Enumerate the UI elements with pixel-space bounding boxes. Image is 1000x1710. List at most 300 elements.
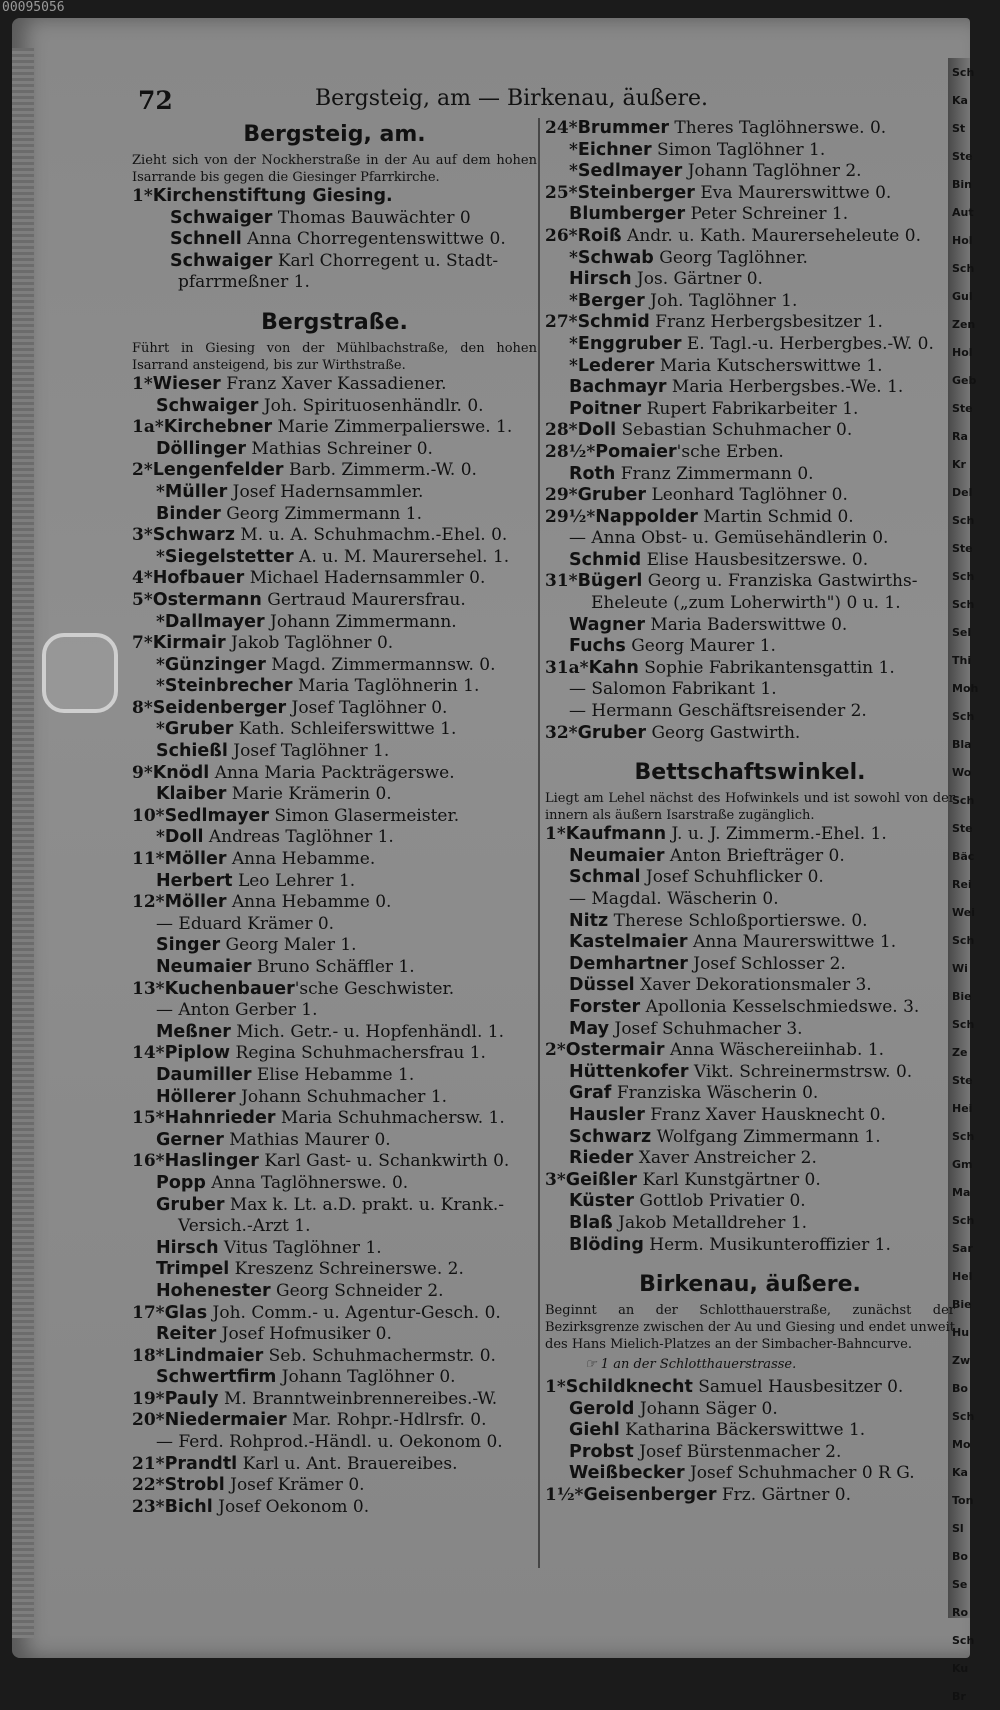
resident-entry <box>132 806 537 828</box>
resident-name: Kahn <box>588 657 639 678</box>
resident-name: Singer <box>156 935 221 956</box>
resident-name: Müller <box>164 481 228 502</box>
book-binding <box>12 48 34 1638</box>
resident-entry <box>132 1065 537 1087</box>
resident-entry <box>545 1105 955 1127</box>
edge-fragment: Wei <box>952 906 975 919</box>
edge-fragment: Hel <box>952 1270 973 1283</box>
resident-name: Schwaiger <box>156 395 259 416</box>
edge-fragment: Bla <box>952 738 972 751</box>
resident-name: Berger <box>577 290 645 311</box>
resident-name: Trimpel <box>156 1259 230 1280</box>
edge-fragment: Hei <box>952 1102 973 1115</box>
edge-fragment: Sch <box>952 262 975 275</box>
edge-fragment: Sch <box>952 710 975 723</box>
resident-details: Anna Chorregentenswittwe 0. <box>241 229 506 250</box>
resident-entry <box>545 1083 955 1105</box>
resident-name: Hahnrieder <box>164 1108 276 1129</box>
resident-details: Georg Maler 1. <box>220 935 357 956</box>
edge-fragment: Gul <box>952 290 973 303</box>
edge-fragment: St <box>952 122 966 135</box>
street-heading: Bergstraße. <box>261 309 408 335</box>
edge-fragment: Bo <box>952 1550 968 1563</box>
resident-details: Johann Taglöhner 2. <box>682 161 862 182</box>
resident-name: Binder <box>156 503 221 524</box>
edge-fragment: Bie <box>952 1298 972 1311</box>
resident-entry <box>545 291 955 313</box>
resident-details: pfarrmeßner 1. <box>178 272 310 293</box>
resident-name: Schmal <box>569 867 641 888</box>
section-gap <box>545 1256 955 1268</box>
resident-details: Anna Wäschereiinhab. 1. <box>664 1040 885 1061</box>
resident-name: Enggruber <box>577 333 682 354</box>
resident-entry <box>545 1420 955 1442</box>
resident-entry <box>132 1130 537 1152</box>
resident-entry <box>132 979 537 1001</box>
resident-entry <box>545 846 955 868</box>
resident-name: Pauly <box>164 1388 219 1409</box>
resident-name: Kastelmaier <box>569 932 688 953</box>
house-number: 1* <box>132 373 153 394</box>
resident-entry <box>132 482 537 504</box>
resident-details: Gertraud Maurersfrau. <box>261 589 466 610</box>
street-description: Liegt am Lehel nächst des Hofwinkels und ist sowohl von der innern als äußern Isarstraße zugänglich. <box>545 791 955 824</box>
house-number: 13* <box>132 978 165 999</box>
resident-name: Knödl <box>152 762 210 783</box>
resident-entry <box>132 1108 537 1130</box>
resident-entry <box>132 186 537 208</box>
resident-name: Kaufmann <box>565 824 667 845</box>
resident-details: Marie Zimmerpalierswe. 1. <box>272 417 513 438</box>
house-number: 9* <box>132 762 153 783</box>
resident-name: Graf <box>569 1083 612 1104</box>
resident-entry <box>545 824 955 846</box>
resident-details: Xaver Dekorationsmaler 3. <box>634 975 872 996</box>
house-number: 1* <box>545 824 566 845</box>
resident-entry <box>132 396 537 418</box>
resident-name: Forster <box>569 996 641 1017</box>
page-number: 72 <box>138 86 173 115</box>
edge-fragment: Ste <box>952 150 973 163</box>
resident-entry <box>132 784 537 806</box>
house-number: * <box>156 676 165 697</box>
resident-details: M. Branntweinbrennereibes.-W. <box>218 1388 498 1409</box>
resident-details: Josef Schlosser 2. <box>687 953 846 974</box>
edge-fragment: Sch <box>952 598 975 611</box>
resident-name: Bichl <box>164 1496 213 1517</box>
street-description: Führt in Giesing von der Mühlbachstraße, den hohen Isarrand ansteigend, bis zur Wirthstraße. <box>132 340 537 373</box>
resident-details: Jakob Metalldreher 1. <box>612 1212 808 1233</box>
resident-name: Döllinger <box>156 438 247 459</box>
resident-name: Weißbecker <box>569 1463 685 1484</box>
resident-details: Karl Kunstgärtner 0. <box>637 1169 821 1190</box>
resident-details: Johann Säger 0. <box>634 1398 778 1419</box>
resident-name: Geißler <box>565 1169 638 1190</box>
edge-fragment: Bin <box>952 178 972 191</box>
resident-entry <box>545 1463 955 1485</box>
resident-details: Georg Maurer 1. <box>625 636 776 657</box>
edge-fragment: Rei <box>952 878 972 891</box>
street-note: ☞ 1 an der Schlotthauerstrasse. <box>585 1357 797 1373</box>
resident-entry <box>132 1173 537 1195</box>
resident-details: Josef Krämer 0. <box>224 1475 365 1496</box>
resident-name: Seidenberger <box>152 697 287 718</box>
resident-entry <box>545 932 955 954</box>
house-number: 1* <box>545 1377 566 1398</box>
resident-entry <box>132 741 537 763</box>
resident-name: Sedlmayer <box>577 161 683 182</box>
edge-fragment: Sch <box>952 934 975 947</box>
resident-entry <box>132 871 537 893</box>
resident-details: Bruno Schäffler 1. <box>251 957 415 977</box>
edge-fragment: Sch <box>952 1214 975 1227</box>
resident-details: Joh. Taglöhner 1. <box>644 290 798 311</box>
resident-details: Franz Zimmermann 0. <box>615 463 814 484</box>
resident-entry <box>132 1216 537 1238</box>
resident-details: Frz. Gärtner 0. <box>716 1485 852 1506</box>
resident-entry <box>545 615 955 637</box>
resident-name: Herbert <box>156 870 233 891</box>
resident-name: Schnell <box>170 229 242 250</box>
resident-details: Josef Taglöhner 1. <box>227 741 390 762</box>
resident-details: Josef Taglöhner 0. <box>286 697 448 718</box>
resident-name: Steinbrecher <box>164 676 293 697</box>
resident-name: Wagner <box>569 614 645 635</box>
resident-details: Magd. Zimmermannsw. 0. <box>265 654 496 675</box>
resident-entry <box>132 417 537 439</box>
resident-entry <box>132 1022 537 1044</box>
resident-name: Lengenfelder <box>152 460 284 481</box>
page-header <box>138 86 708 120</box>
resident-name: Bügerl <box>577 571 643 592</box>
resident-details: Franz Xaver Hausknecht 0. <box>644 1104 886 1125</box>
resident-entry <box>132 1281 537 1303</box>
resident-name: Geisenberger <box>583 1485 717 1506</box>
resident-details: Karl u. Ant. Brauereibes. <box>237 1453 458 1474</box>
resident-entry <box>545 399 955 421</box>
resident-entry <box>132 460 537 482</box>
resident-details: Maria Herbergsbes.-We. 1. <box>666 377 904 398</box>
resident-name: Schwertfirm <box>156 1367 277 1388</box>
resident-entry <box>132 439 537 461</box>
resident-entry <box>545 701 955 723</box>
house-number: 3* <box>545 1169 566 1190</box>
edge-fragment: Zw <box>952 1354 971 1367</box>
resident-entry <box>545 658 955 680</box>
edge-fragment: Sch <box>952 514 975 527</box>
resident-entry <box>132 698 537 720</box>
resident-entry <box>132 1151 537 1173</box>
resident-name: Gruber <box>577 485 647 506</box>
resident-details: Johann Zimmermann. <box>264 611 457 632</box>
resident-details: Samuel Hausbesitzer 0. <box>692 1377 904 1398</box>
resident-details: Karl Chorregent u. Stadt- <box>272 250 499 271</box>
resident-details: Josef Schuhmacher 3. <box>609 1018 803 1039</box>
resident-entry <box>545 464 955 486</box>
house-number: 7* <box>132 633 153 654</box>
house-number: 3* <box>132 525 153 546</box>
resident-name: Brummer <box>577 118 669 138</box>
house-number: 2* <box>132 460 153 481</box>
edge-fragment: Kr <box>952 458 966 471</box>
house-number: 1a* <box>132 417 164 438</box>
resident-name: Klaiber <box>156 784 227 805</box>
resident-details: Georg Zimmermann 1. <box>220 503 422 524</box>
resident-name: Kirchenstiftung Giesing. <box>152 186 393 206</box>
resident-entry <box>545 1235 955 1257</box>
resident-details: Georg Taglöhner. <box>653 247 808 268</box>
resident-details: Anna Maurerswittwe 1. <box>687 932 897 953</box>
resident-entry <box>132 719 537 741</box>
resident-name: Schwab <box>577 247 654 268</box>
resident-name: Hausler <box>569 1104 645 1125</box>
resident-entry <box>132 251 537 273</box>
resident-entry <box>545 1019 955 1041</box>
resident-details: Anna Hebamme. <box>226 849 376 870</box>
resident-details: Andreas Taglöhner 1. <box>203 827 394 848</box>
resident-name: Strobl <box>164 1475 225 1496</box>
resident-details: Maria Schuhmachersw. 1. <box>275 1108 505 1129</box>
resident-name: Poitner <box>569 398 642 419</box>
resident-entry <box>545 485 955 507</box>
resident-details: Joh. Comm.- u. Agentur-Gesch. 0. <box>207 1302 501 1323</box>
resident-details: Rupert Fabrikarbeiter 1. <box>641 398 859 419</box>
edge-fragment: Moh <box>952 682 979 695</box>
house-number: 29* <box>545 485 578 506</box>
resident-entry <box>545 507 955 529</box>
resident-entry <box>545 1170 955 1192</box>
column-divider <box>538 118 540 1568</box>
edge-fragment: Hu <box>952 1326 970 1339</box>
resident-name: Reiter <box>156 1324 217 1345</box>
resident-name: Gruber <box>164 719 234 740</box>
resident-entry <box>545 889 955 911</box>
resident-details: Sophie Fabrikantensgattin 1. <box>638 657 895 678</box>
resident-name: Schwaiger <box>170 250 273 271</box>
resident-details: 'sche Erben. <box>676 441 784 462</box>
resident-entry <box>132 849 537 871</box>
edge-fragment: Bie <box>952 990 972 1003</box>
house-number: 27* <box>545 312 578 333</box>
resident-details: 'sche Geschwister. <box>294 978 455 999</box>
resident-name: Nappolder <box>595 506 698 527</box>
resident-entry <box>545 334 955 356</box>
house-number: 23* <box>132 1496 165 1517</box>
resident-entry <box>132 547 537 569</box>
edge-fragment: Sel <box>952 626 972 639</box>
resident-entry <box>132 914 537 936</box>
edge-fragment: Ma <box>952 1186 971 1199</box>
resident-details: Jos. Gärtner 0. <box>631 269 763 290</box>
resident-name: Wieser <box>152 373 221 394</box>
resident-entry <box>132 655 537 677</box>
edge-fragment: Ku <box>952 1662 969 1675</box>
resident-entry <box>132 272 537 294</box>
house-number: 19* <box>132 1388 165 1409</box>
resident-name: Lederer <box>577 355 655 376</box>
house-number: * <box>569 161 578 182</box>
resident-name: Hirsch <box>569 269 632 290</box>
resident-details: Simon Glasermeister. <box>268 805 460 826</box>
house-number: * <box>569 333 578 354</box>
edge-fragment: Sar <box>952 1242 973 1255</box>
resident-details: Sebastian Schuhmacher 0. <box>616 420 853 441</box>
house-number: * <box>156 611 165 632</box>
resident-name: Ostermair <box>565 1040 665 1061</box>
resident-entry <box>545 204 955 226</box>
resident-entry <box>545 1127 955 1149</box>
resident-name: Rieder <box>569 1148 634 1169</box>
house-number: 15* <box>132 1108 165 1129</box>
resident-details: Regina Schuhmachersfrau 1. <box>230 1043 486 1064</box>
resident-entry <box>132 590 537 612</box>
resident-entry <box>545 679 955 701</box>
resident-entry <box>545 377 955 399</box>
resident-entry <box>545 269 955 291</box>
edge-fragment: Bäc <box>952 850 975 863</box>
resident-entry <box>132 1454 537 1476</box>
street-description: Zieht sich von der Nockherstraße in der Au auf dem hohen Isarrande bis gegen die Giesinger Pfarrkirche. <box>132 153 537 185</box>
resident-details: A. u. M. Maurersehel. 1. <box>293 546 510 567</box>
edge-fragment: Thi <box>952 654 972 667</box>
resident-details: Josef Oekonom 0. <box>212 1496 370 1517</box>
resident-entry <box>132 1324 537 1346</box>
resident-entry <box>545 571 955 593</box>
house-number: * <box>156 719 165 740</box>
house-number: 8* <box>132 697 153 718</box>
edge-fragment: Ka <box>952 94 968 107</box>
resident-name: Demhartner <box>569 953 688 974</box>
resident-entry <box>545 1062 955 1084</box>
resident-details: Gottlob Privatier 0. <box>634 1191 806 1212</box>
resident-name: Blumberger <box>569 204 686 225</box>
house-number: 29½* <box>545 506 596 527</box>
resident-details: Michael Hadernsammler 0. <box>244 568 486 589</box>
resident-entry <box>132 1238 537 1260</box>
resident-entry <box>545 636 955 658</box>
resident-details: Anton Briefträger 0. <box>664 845 845 866</box>
house-number: 20* <box>132 1410 165 1431</box>
resident-entry <box>545 140 955 162</box>
resident-entry <box>132 957 537 979</box>
street-heading: Bergsteig, am. <box>243 122 426 147</box>
house-number: 14* <box>132 1043 165 1064</box>
resident-details: Kath. Schleiferswittwe 1. <box>233 719 457 740</box>
edge-fragment: Sch <box>952 1018 975 1031</box>
resident-entry <box>132 525 537 547</box>
resident-entry <box>132 1259 537 1281</box>
resident-entry <box>545 723 955 745</box>
edge-fragment: Sch <box>952 1634 975 1647</box>
edge-fragment: Zen <box>952 318 976 331</box>
resident-details: Martin Schmid 0. <box>697 506 854 527</box>
resident-name: Kirmair <box>152 633 226 654</box>
resident-details: Josef Schuhflicker 0. <box>640 867 824 888</box>
resident-entry <box>132 633 537 655</box>
resident-entry <box>545 867 955 889</box>
resident-entry <box>545 356 955 378</box>
resident-name: Schießl <box>156 741 228 762</box>
resident-name: Küster <box>569 1191 634 1212</box>
resident-entry <box>545 1191 955 1213</box>
edge-fragment: Br <box>952 1690 966 1703</box>
resident-entry <box>132 1087 537 1109</box>
resident-entry <box>545 528 955 550</box>
resident-entry <box>545 442 955 464</box>
edge-fragment: Sch <box>952 66 975 79</box>
section-gap <box>132 294 537 306</box>
resident-entry <box>132 1195 537 1217</box>
resident-name: Schildknecht <box>565 1377 693 1398</box>
resident-details: Katharina Bäckerswittwe 1. <box>619 1420 866 1441</box>
resident-details: Franziska Wäscherin 0. <box>611 1083 819 1104</box>
resident-entry <box>545 226 955 248</box>
resident-details: — Anna Obst- u. Gemüsehändlerin 0. <box>569 528 889 549</box>
resident-details: Mich. Getr.- u. Hopfenhändl. 1. <box>230 1021 505 1042</box>
resident-details: Maria Taglöhnerin 1. <box>292 676 480 697</box>
house-number: 10* <box>132 805 165 826</box>
house-number: 31* <box>545 571 578 592</box>
house-number: 5* <box>132 589 153 610</box>
resident-name: Schmid <box>569 549 642 570</box>
resident-details: Peter Schreiner 1. <box>685 204 849 225</box>
resident-name: Höllerer <box>156 1086 236 1107</box>
resident-details: Anna Maria Packträgerswe. <box>209 762 455 783</box>
edge-fragment: Ro <box>952 1606 969 1619</box>
resident-details: Anna Hebamme 0. <box>226 892 392 913</box>
house-number: 18* <box>132 1345 165 1366</box>
right-column <box>545 118 955 1507</box>
house-number: 12* <box>132 892 165 913</box>
paper-clip <box>42 633 118 713</box>
resident-name: Meßner <box>156 1021 231 1042</box>
resident-details: J. u. J. Zimmerm.-Ehel. 1. <box>666 824 887 845</box>
house-number: 28½* <box>545 441 596 462</box>
resident-name: Haslinger <box>164 1151 259 1172</box>
resident-name: Hofbauer <box>152 568 245 589</box>
resident-details: Josef Hofmusiker 0. <box>216 1324 392 1345</box>
resident-name: Schwarz <box>569 1126 652 1147</box>
resident-name: Eichner <box>577 139 652 160</box>
resident-name: Gruber <box>577 722 647 743</box>
edge-fragment: Wi <box>952 962 968 975</box>
resident-name: Probst <box>569 1441 634 1462</box>
resident-entry <box>545 1399 955 1421</box>
resident-entry <box>545 312 955 334</box>
resident-details: Eva Maurerswittwe 0. <box>694 182 892 203</box>
resident-details: Karl Gast- u. Schankwirth 0. <box>258 1151 510 1172</box>
edge-fragment: Hol <box>952 346 973 359</box>
resident-details: — Hermann Geschäftsreisender 2. <box>569 701 867 722</box>
resident-name: Piplow <box>164 1043 231 1064</box>
resident-details: M. u. A. Schuhmachm.-Ehel. 0. <box>234 525 508 546</box>
resident-details: Maria Kutscherswittwe 1. <box>654 355 883 376</box>
resident-details: Eheleute („zum Loherwirth") 0 u. 1. <box>591 593 901 614</box>
resident-name: Roth <box>569 463 616 484</box>
resident-details: Elise Hausbesitzerswe. 0. <box>641 549 869 570</box>
resident-entry <box>545 911 955 933</box>
house-number: * <box>156 481 165 502</box>
edge-fragment: Ze <box>952 1046 968 1059</box>
resident-details: Theres Taglöhnerswe. 0. <box>668 118 887 138</box>
edge-fragment: Ste <box>952 822 973 835</box>
resident-name: Steinberger <box>577 182 695 203</box>
resident-name: Doll <box>577 420 617 441</box>
scan-id: 00095056 <box>2 0 65 15</box>
resident-details: Mar. Rohpr.-Hdlrsfr. 0. <box>286 1410 487 1431</box>
resident-name: Gerold <box>569 1398 635 1419</box>
house-number: 24* <box>545 118 578 138</box>
